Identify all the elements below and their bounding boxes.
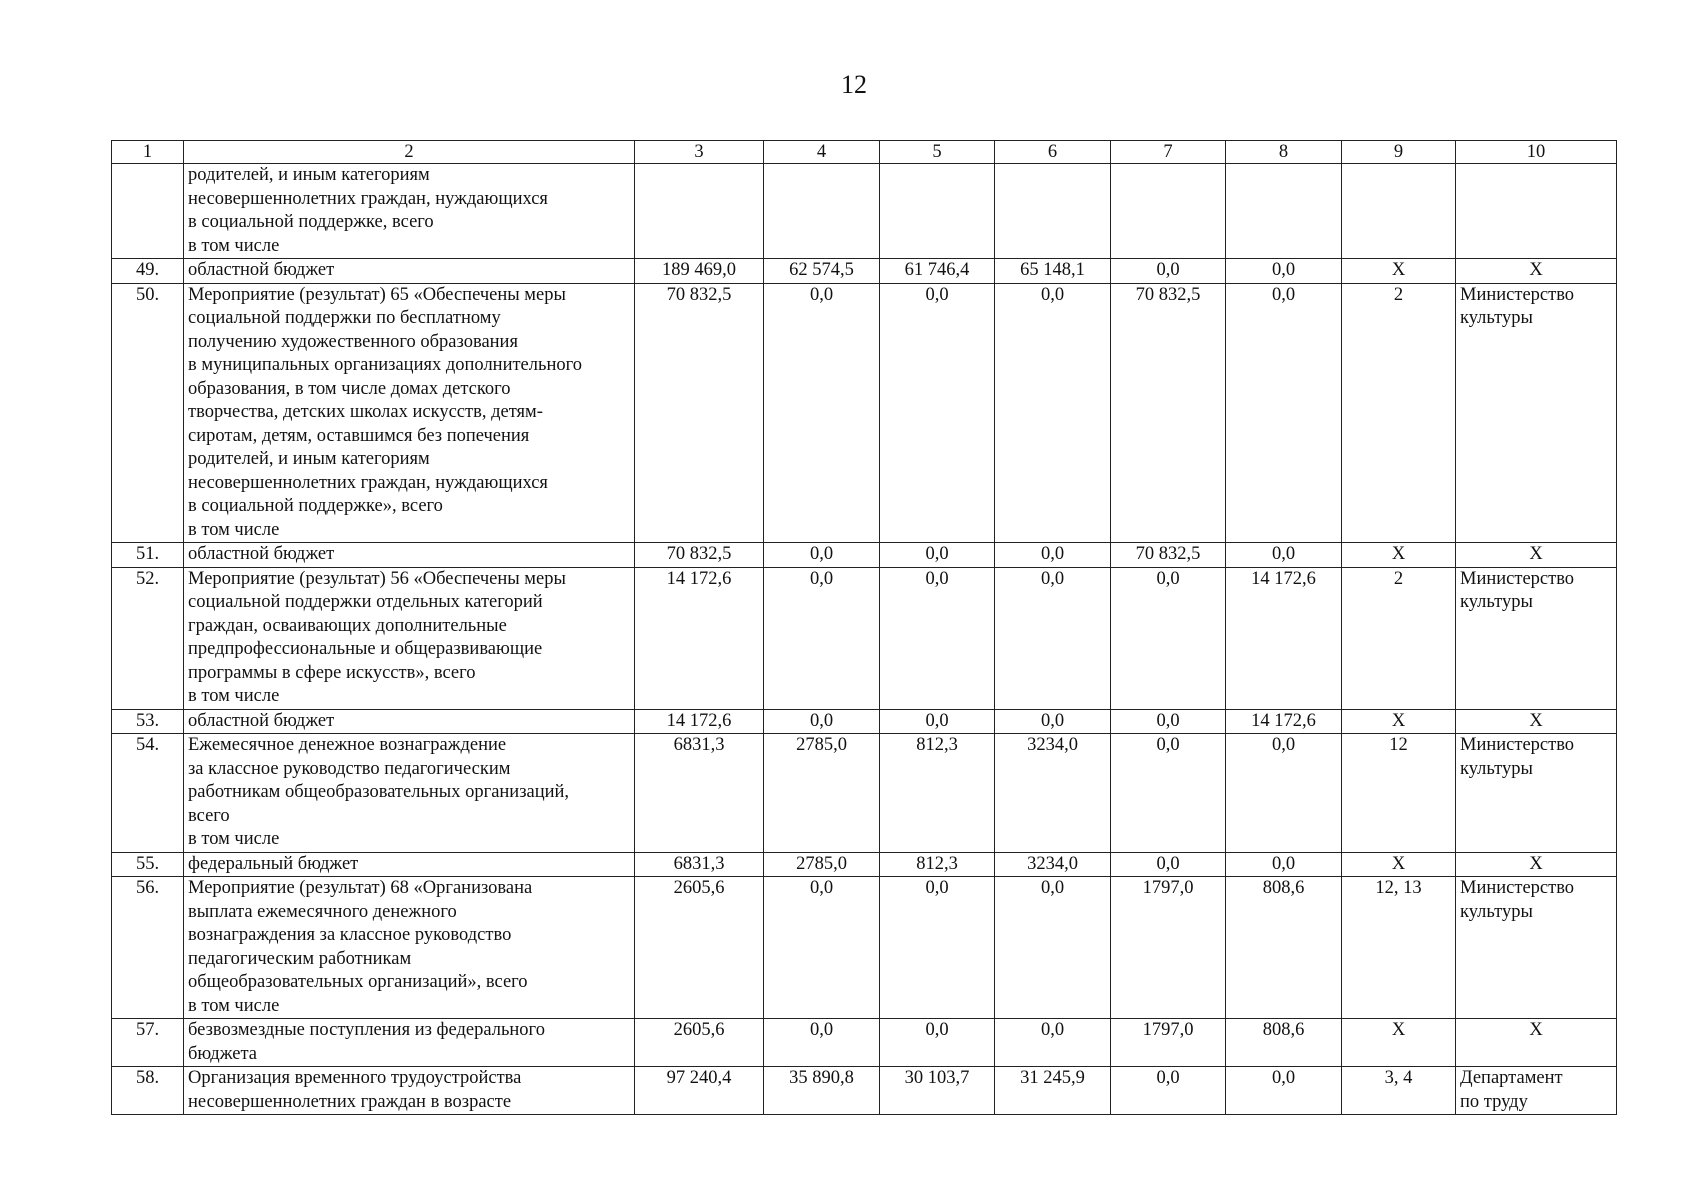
- description-line: областной бюджет: [188, 260, 335, 280]
- value-cell-c3: 6831,3: [635, 852, 764, 877]
- description-cell: [184, 852, 635, 877]
- value-cell-c6: 65 148,1: [995, 259, 1111, 284]
- row-number-cell: [112, 164, 184, 259]
- value-cell-c3: 14 172,6: [635, 567, 764, 709]
- value-cell-c6: [995, 164, 1111, 259]
- value-cell-c9: [1342, 164, 1456, 259]
- description-line: в том числе: [188, 686, 280, 706]
- value-cell-c3: 70 832,5: [635, 543, 764, 568]
- executor-line: по труду: [1460, 1091, 1528, 1112]
- description-line: Мероприятие (результат) 65 «Обеспечены меры: [188, 284, 566, 305]
- row-number-cell: 52.: [112, 567, 184, 709]
- description-line: в муниципальных организациях дополнительного: [188, 355, 582, 375]
- column-header: 9: [1342, 141, 1456, 164]
- executor-cell: [1456, 852, 1617, 877]
- executor-cell: [1456, 567, 1617, 709]
- value-cell-c3: 70 832,5: [635, 283, 764, 543]
- description-line: программы в сфере искусств», всего: [188, 662, 476, 683]
- description-line: Ежемесячное денежное вознаграждение: [188, 735, 507, 755]
- value-cell-c5: 30 103,7: [880, 1067, 995, 1115]
- value-cell-c4: 2785,0: [764, 734, 880, 853]
- executor-cell: [1456, 1019, 1617, 1067]
- value-cell-c8: 0,0: [1226, 543, 1342, 568]
- value-cell-c4: 2785,0: [764, 852, 880, 877]
- description-line: за классное руководство педагогическим: [188, 758, 511, 779]
- description-line: получению художественного образования: [188, 331, 518, 352]
- row-number-cell: 50.: [112, 283, 184, 543]
- value-cell-c3: 2605,6: [635, 1019, 764, 1067]
- value-cell-c6: 0,0: [995, 567, 1111, 709]
- executor-line: Министерство: [1460, 568, 1575, 589]
- value-cell-c5: 0,0: [880, 543, 995, 568]
- value-cell-c3: 97 240,4: [635, 1067, 764, 1115]
- value-cell-c7: 0,0: [1111, 709, 1226, 734]
- description-line: безвозмездные поступления из федерального: [188, 1020, 545, 1040]
- row-number-cell: 58.: [112, 1067, 184, 1115]
- value-cell-c6: 0,0: [995, 709, 1111, 734]
- table-header-row: [112, 141, 1617, 164]
- value-cell-c6: 31 245,9: [995, 1067, 1111, 1115]
- value-cell-c3: 189 469,0: [635, 259, 764, 284]
- executor-line: X: [1529, 260, 1543, 280]
- table-row: [112, 567, 1617, 709]
- description-line: областной бюджет: [188, 544, 335, 564]
- description-line: в том числе: [188, 995, 280, 1016]
- description-line: предпрофессиональные и общеразвивающие: [188, 639, 543, 659]
- description-cell: [184, 1067, 635, 1115]
- value-cell-c5: 812,3: [880, 852, 995, 877]
- table-row: [112, 164, 1617, 259]
- value-cell-c9: X: [1342, 852, 1456, 877]
- value-cell-c9: X: [1342, 543, 1456, 568]
- table-row: [112, 1067, 1617, 1115]
- description-line: несовершеннолетних граждан, нуждающихся: [188, 188, 548, 209]
- description-line: родителей, и иным категориям: [188, 165, 430, 185]
- value-cell-c9: X: [1342, 1019, 1456, 1067]
- column-header: 10: [1456, 141, 1617, 164]
- value-cell-c5: 0,0: [880, 709, 995, 734]
- executor-cell: [1456, 283, 1617, 543]
- description-cell: [184, 734, 635, 853]
- column-header: 4: [764, 141, 880, 164]
- description-line: Организация временного трудоустройства: [188, 1068, 522, 1088]
- value-cell-c6: 0,0: [995, 877, 1111, 1019]
- value-cell-c7: 0,0: [1111, 259, 1226, 284]
- row-number-cell: 55.: [112, 852, 184, 877]
- value-cell-c8: 808,6: [1226, 1019, 1342, 1067]
- description-line: граждан, осваивающих дополнительные: [188, 615, 507, 636]
- description-line: социальной поддержки по бесплатному: [188, 308, 501, 328]
- executor-line: культуры: [1460, 308, 1533, 328]
- description-cell: [184, 164, 635, 259]
- row-number-cell: 54.: [112, 734, 184, 853]
- description-line: педагогическим работникам: [188, 948, 412, 969]
- value-cell-c3: [635, 164, 764, 259]
- description-cell: [184, 543, 635, 568]
- description-cell: [184, 877, 635, 1019]
- row-number-cell: 56.: [112, 877, 184, 1019]
- value-cell-c8: 808,6: [1226, 877, 1342, 1019]
- column-header: 3: [635, 141, 764, 164]
- value-cell-c4: 0,0: [764, 567, 880, 709]
- value-cell-c5: 0,0: [880, 1019, 995, 1067]
- value-cell-c3: 6831,3: [635, 734, 764, 853]
- value-cell-c9: 2: [1342, 283, 1456, 543]
- executor-cell: [1456, 1067, 1617, 1115]
- executor-line: Департамент: [1460, 1068, 1563, 1088]
- value-cell-c5: 812,3: [880, 734, 995, 853]
- description-line: федеральный бюджет: [188, 853, 359, 874]
- table-body: [112, 141, 1617, 1115]
- column-header: 7: [1111, 141, 1226, 164]
- executor-cell: [1456, 709, 1617, 734]
- value-cell-c9: 12: [1342, 734, 1456, 853]
- column-header: 8: [1226, 141, 1342, 164]
- value-cell-c3: 14 172,6: [635, 709, 764, 734]
- value-cell-c8: 14 172,6: [1226, 567, 1342, 709]
- description-line: областной бюджет: [188, 710, 335, 731]
- value-cell-c9: 3, 4: [1342, 1067, 1456, 1115]
- description-cell: [184, 259, 635, 284]
- value-cell-c7: 0,0: [1111, 1067, 1226, 1115]
- description-line: в социальной поддержке, всего: [188, 212, 434, 232]
- description-line: в социальной поддержке», всего: [188, 496, 443, 516]
- executor-line: культуры: [1460, 758, 1533, 779]
- description-line: общеобразовательных организаций», всего: [188, 972, 528, 992]
- value-cell-c4: 0,0: [764, 543, 880, 568]
- value-cell-c7: 0,0: [1111, 852, 1226, 877]
- table-row: [112, 259, 1617, 284]
- value-cell-c4: 0,0: [764, 709, 880, 734]
- description-line: выплата ежемесячного денежного: [188, 901, 457, 922]
- description-line: Мероприятие (результат) 56 «Обеспечены меры: [188, 568, 566, 589]
- value-cell-c8: 14 172,6: [1226, 709, 1342, 734]
- description-line: несовершеннолетних граждан в возрасте: [188, 1091, 512, 1112]
- description-line: образования, в том числе домах детского: [188, 378, 511, 399]
- table-row: [112, 734, 1617, 853]
- description-line: вознаграждения за классное руководство: [188, 925, 512, 945]
- value-cell-c8: [1226, 164, 1342, 259]
- value-cell-c7: [1111, 164, 1226, 259]
- value-cell-c6: 0,0: [995, 283, 1111, 543]
- page-number: 12: [841, 70, 867, 99]
- description-line: родителей, и иным категориям: [188, 449, 430, 469]
- row-number-cell: 51.: [112, 543, 184, 568]
- value-cell-c4: [764, 164, 880, 259]
- table-row: [112, 709, 1617, 734]
- description-line: Мероприятие (результат) 68 «Организована: [188, 878, 533, 898]
- description-cell: [184, 709, 635, 734]
- description-line: всего: [188, 805, 230, 826]
- budget-table: [111, 140, 1617, 1115]
- description-line: несовершеннолетних граждан, нуждающихся: [188, 472, 548, 493]
- value-cell-c4: 35 890,8: [764, 1067, 880, 1115]
- description-cell: [184, 1019, 635, 1067]
- executor-cell: [1456, 259, 1617, 284]
- value-cell-c6: 3234,0: [995, 852, 1111, 877]
- value-cell-c4: 0,0: [764, 283, 880, 543]
- value-cell-c7: 0,0: [1111, 567, 1226, 709]
- value-cell-c8: 0,0: [1226, 852, 1342, 877]
- value-cell-c7: 0,0: [1111, 734, 1226, 853]
- column-header: 1: [112, 141, 184, 164]
- value-cell-c4: 0,0: [764, 1019, 880, 1067]
- value-cell-c5: 0,0: [880, 567, 995, 709]
- column-header: 6: [995, 141, 1111, 164]
- executor-line: Министерство: [1460, 284, 1575, 305]
- executor-line: культуры: [1460, 901, 1533, 922]
- table-row: [112, 852, 1617, 877]
- table-row: [112, 543, 1617, 568]
- description-cell: [184, 567, 635, 709]
- value-cell-c5: 0,0: [880, 877, 995, 1019]
- value-cell-c6: 3234,0: [995, 734, 1111, 853]
- value-cell-c8: 0,0: [1226, 1067, 1342, 1115]
- description-line: работникам общеобразовательных организаций,: [188, 782, 570, 802]
- table-row: [112, 877, 1617, 1019]
- description-line: в том числе: [188, 519, 280, 540]
- executor-cell: [1456, 543, 1617, 568]
- row-number-cell: 53.: [112, 709, 184, 734]
- value-cell-c6: 0,0: [995, 543, 1111, 568]
- executor-line: X: [1529, 710, 1543, 731]
- value-cell-c7: 70 832,5: [1111, 543, 1226, 568]
- value-cell-c5: 61 746,4: [880, 259, 995, 284]
- column-header: 2: [184, 141, 635, 164]
- value-cell-c3: 2605,6: [635, 877, 764, 1019]
- description-line: в том числе: [188, 829, 280, 849]
- executor-line: Министерство: [1460, 878, 1575, 898]
- value-cell-c5: 0,0: [880, 283, 995, 543]
- column-header: 5: [880, 141, 995, 164]
- value-cell-c4: 0,0: [764, 877, 880, 1019]
- value-cell-c7: 1797,0: [1111, 1019, 1226, 1067]
- row-number-cell: 49.: [112, 259, 184, 284]
- executor-line: Министерство: [1460, 735, 1575, 755]
- description-cell: [184, 283, 635, 543]
- executor-cell: [1456, 877, 1617, 1019]
- executor-cell: [1456, 734, 1617, 853]
- value-cell-c8: 0,0: [1226, 734, 1342, 853]
- value-cell-c7: 1797,0: [1111, 877, 1226, 1019]
- description-line: творчества, детских школах искусств, детям-: [188, 402, 543, 422]
- description-line: бюджета: [188, 1043, 257, 1064]
- description-line: социальной поддержки отдельных категорий: [188, 592, 543, 612]
- value-cell-c4: 62 574,5: [764, 259, 880, 284]
- value-cell-c9: X: [1342, 259, 1456, 284]
- value-cell-c5: [880, 164, 995, 259]
- value-cell-c9: 12, 13: [1342, 877, 1456, 1019]
- description-line: сиротам, детям, оставшимся без попечения: [188, 425, 530, 446]
- value-cell-c9: 2: [1342, 567, 1456, 709]
- executor-line: культуры: [1460, 592, 1533, 612]
- executor-cell: [1456, 164, 1617, 259]
- value-cell-c9: X: [1342, 709, 1456, 734]
- description-line: в том числе: [188, 235, 280, 256]
- row-number-cell: 57.: [112, 1019, 184, 1067]
- value-cell-c7: 70 832,5: [1111, 283, 1226, 543]
- executor-line: X: [1529, 853, 1543, 874]
- value-cell-c8: 0,0: [1226, 259, 1342, 284]
- table-row: [112, 283, 1617, 543]
- executor-line: X: [1529, 544, 1543, 564]
- table-row: [112, 1019, 1617, 1067]
- value-cell-c6: 0,0: [995, 1019, 1111, 1067]
- value-cell-c8: 0,0: [1226, 283, 1342, 543]
- executor-line: X: [1529, 1020, 1543, 1040]
